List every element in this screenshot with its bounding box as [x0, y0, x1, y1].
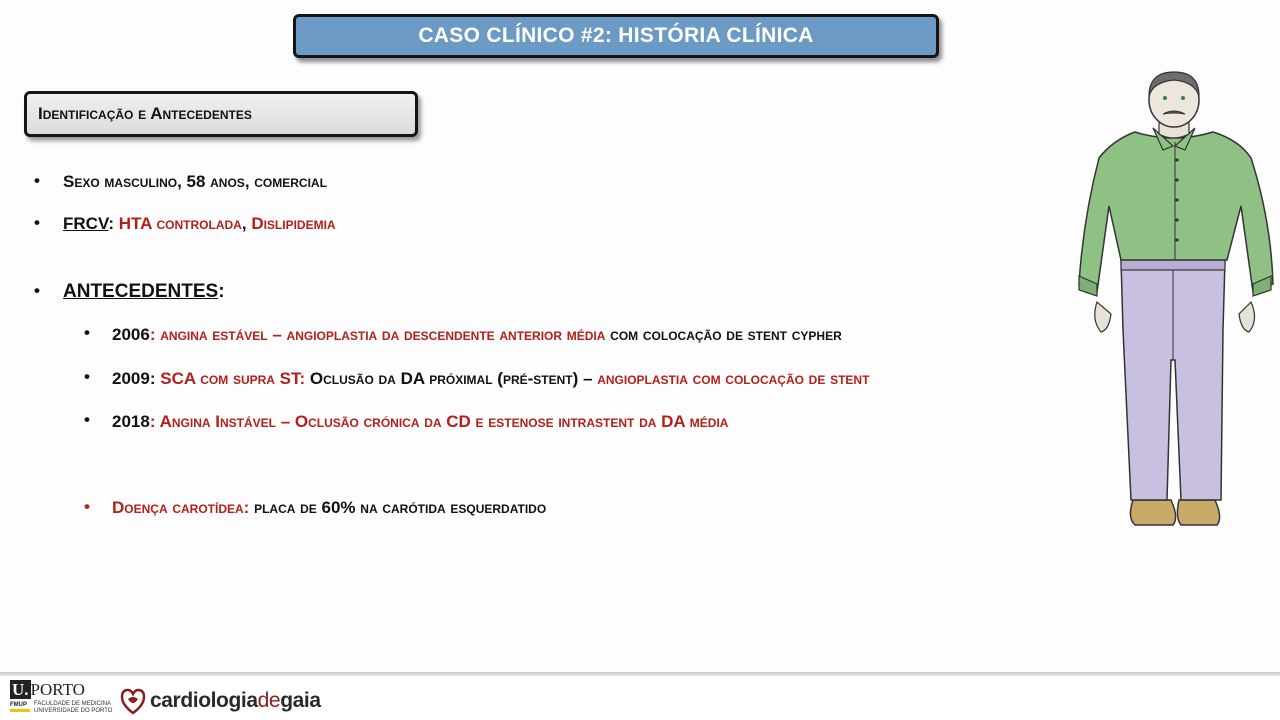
antecedente-colon: :	[149, 369, 156, 388]
cg-de: de	[257, 689, 281, 712]
fmup-label: FMUP	[10, 702, 27, 708]
cardiologia-gaia-logo	[120, 686, 321, 716]
antecedentes-colon: :	[218, 281, 225, 302]
antecedente-red-text: SCA com supra ST:	[160, 369, 306, 388]
bullet-antecedentes	[63, 281, 225, 303]
antecedente-2018	[112, 412, 728, 432]
antecedente-2009	[112, 369, 869, 389]
sub-bullet-dot: •	[84, 323, 90, 342]
bullet-frcv	[63, 214, 336, 234]
uporto-wordmark	[10, 680, 85, 700]
sub-bullet-dot: •	[84, 410, 90, 429]
fmup-line1: FACULDADE DE MEDICINA	[34, 701, 112, 707]
bullet-dot: •	[34, 171, 40, 190]
cg-main: cardiologia	[150, 689, 258, 712]
slide-title-box	[293, 14, 939, 58]
antecedente-colon: :	[149, 412, 156, 431]
antecedente-red-text: Angina Instável – Oclusão crónica da CD e estenose intrastent da DA média	[159, 412, 729, 431]
heart-logo-icon	[120, 687, 146, 715]
uporto-u: U.	[12, 680, 29, 699]
bullet-text: Sexo masculino, 58 anos, comercial	[63, 172, 327, 191]
patient-illustration	[1075, 70, 1275, 532]
antecedente-red-text: angioplastia com colocação de stent	[597, 369, 870, 388]
sub-bullet-dot: •	[84, 497, 90, 516]
frcv-item-dislipidemia: Dislipidemia	[251, 214, 336, 233]
bullet-dot: •	[34, 213, 40, 232]
slide-title: CASO CLÍNICO #2: HISTÓRIA CLÍNICA	[418, 24, 814, 47]
bullet-sex-age	[63, 172, 327, 192]
carotid-text: placa de 60% na carótida esquerdatido	[254, 498, 547, 517]
antecedentes-label: ANTECEDENTES	[63, 281, 219, 302]
section-header-box	[24, 91, 418, 137]
frcv-colon: :	[108, 214, 115, 233]
carotid-disease	[112, 498, 546, 518]
fmup-line2: UNIVERSIDADE DO PORTO	[34, 708, 113, 714]
uporto-name: PORTO	[30, 680, 85, 699]
cardiologia-gaia-text	[150, 689, 321, 713]
antecedente-2006	[112, 325, 842, 345]
antecedente-year: 2006	[112, 325, 150, 344]
uporto-logo	[10, 680, 120, 718]
antecedente-black-text: com colocação de stent cypher	[610, 325, 842, 344]
frcv-comma: ,	[241, 214, 247, 233]
frcv-label: FRCV	[63, 214, 109, 233]
antecedente-year: 2018	[112, 412, 150, 431]
antecedente-black-text: Oclusão da DA próximal (pré-stent) –	[309, 369, 593, 388]
frcv-item-hta: HTA controlada	[118, 214, 242, 233]
antecedente-year: 2009	[112, 369, 150, 388]
fmup-caption	[34, 701, 112, 715]
carotid-label: Doença carotídea:	[112, 498, 250, 517]
antecedente-red-text: angina estável – angioplastia da descendente anterior média	[160, 325, 606, 344]
cg-end: gaia	[280, 689, 321, 712]
fmup-mark	[10, 702, 30, 712]
sub-bullet-dot: •	[84, 367, 90, 386]
bullet-dot: •	[34, 281, 40, 300]
antecedente-colon: :	[149, 325, 156, 344]
section-header: Identificação e Antecedentes	[38, 104, 252, 123]
